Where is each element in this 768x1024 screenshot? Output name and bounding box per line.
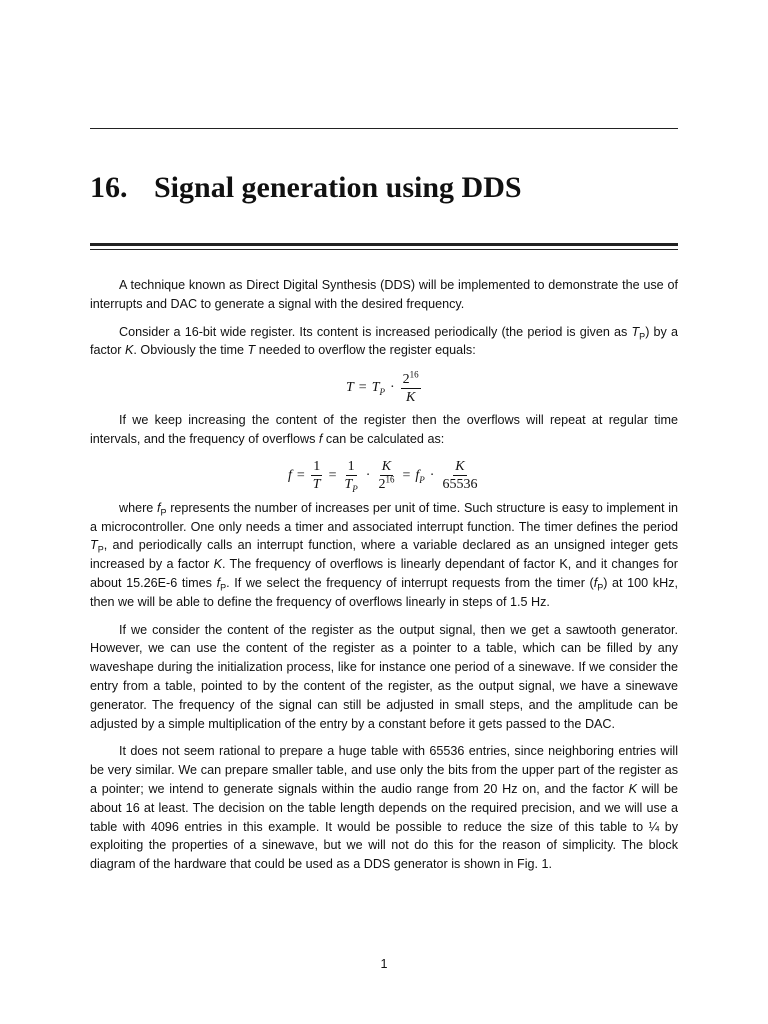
text-run: needed to overflow the register equals:: [255, 343, 476, 358]
math-symbol: T: [247, 343, 256, 358]
math-symbol: T: [631, 324, 640, 339]
math-symbol: f: [216, 575, 221, 590]
eq-fraction: [375, 459, 397, 492]
equation-overflow-frequency: [90, 455, 678, 497]
paragraph-intro: A technique known as Direct Digital Synthesis (DDS) will be implemented to demonstrate the use of interrupts and DAC to generate a signal with the desired frequency.: [90, 278, 678, 311]
eq-subscript: P: [419, 474, 425, 485]
text-run: will be about 16 at least. The decision on the table length depends on the required precision, and we will use a table with 4096 entries in this example. It would be possible to reduce the size of this table to ¼ by exploiting the properties of a sinewave, but we will not do this for the reason of simplicity. The block diagram of the hardware that could be used as a DDS generator is shown in Fig. 1.: [90, 781, 678, 872]
eq-number: 2: [402, 371, 410, 387]
math-symbol: K: [125, 343, 134, 358]
fraction-denominator: K: [406, 389, 416, 405]
eq-subscript: P: [379, 386, 385, 397]
paragraph-register: [90, 323, 678, 361]
eq-operator: =: [402, 467, 411, 483]
chapter-title: Signal generation using DDS: [154, 171, 522, 204]
fraction-numerator: K: [455, 459, 465, 475]
page-number: 1: [380, 957, 388, 971]
fraction-numerator: K: [381, 459, 392, 475]
text-run: . If we select the frequency of interrupt requests from the timer (: [226, 575, 594, 590]
math-subscript: P: [220, 582, 227, 593]
title-rule-thin: [90, 249, 678, 250]
eq-fraction: [439, 459, 480, 492]
chapter-heading: [90, 168, 522, 208]
math-subscript: P: [597, 582, 604, 593]
paragraph-frequency: [90, 411, 678, 449]
text-run: ) by a factor: [90, 324, 678, 358]
fraction-denominator: [343, 476, 360, 495]
eq-operator: ·: [365, 467, 371, 483]
eq-operator: ·: [429, 467, 435, 483]
fraction-numerator: [401, 369, 421, 389]
body-text: [90, 276, 678, 883]
text-run: , and periodically calls an interrupt function, where a variable declared as an unsigned integer gets increased by a factor: [90, 538, 678, 572]
eq-fraction: [342, 459, 361, 495]
text-run: represents the number of increases per unit of time. Such structure is easy to implement in a microcontroller. One only needs a timer and associated interrupt function. The timer defines the period: [90, 500, 678, 534]
text-run: where: [119, 500, 158, 515]
eq-operator: =: [328, 467, 337, 483]
text-run: Consider a 16-bit wide register. Its content is increased periodically (the period is given as: [119, 324, 632, 339]
eq-term: [415, 468, 424, 484]
paragraph-implementation: [90, 499, 678, 612]
paragraph-sinewave: If we consider the content of the register as the output signal, then we get a sawtooth generator. However, we can use the content of the register as a pointer to a table, which can be filled by any waveshape during the initialization process, like for instance one period of a sinewave. If we consider the entry from a table, pointed to by the content of the register, as the output signal, we have a sinewave generator. The frequency of the signal can still be adjusted in small steps, and the amplitude can be adjusted by a simple multiplication of the entry by a constant before it gets passed to the DAC.: [90, 622, 678, 731]
math-symbol: f: [318, 431, 323, 446]
title-rule-thick: [90, 243, 678, 246]
eq-subscript: P: [352, 484, 358, 495]
math-symbol: f: [593, 575, 598, 590]
fraction-denominator: T: [312, 477, 321, 493]
eq-symbol: f: [288, 467, 292, 483]
math-subscript: P: [97, 544, 104, 555]
eq-operator: =: [296, 467, 305, 483]
math-symbol: T: [90, 538, 98, 553]
fraction-numerator: 1: [347, 459, 355, 475]
text-run: If we keep increasing the content of the register then the overflows will repeat at regular time intervals, and the frequency of overflows: [90, 413, 678, 446]
fraction-denominator: [376, 476, 396, 492]
eq-number: 2: [378, 477, 386, 493]
eq-symbol: T: [346, 380, 354, 396]
math-symbol: K: [213, 557, 222, 572]
eq-symbol: f: [415, 467, 420, 483]
eq-exponent: 16: [385, 474, 395, 485]
eq-fraction: [310, 459, 324, 492]
eq-term: [372, 380, 385, 396]
eq-operator: ·: [390, 380, 395, 396]
paragraph-table-size: [90, 742, 678, 874]
eq-symbol: T: [371, 380, 380, 396]
fraction-numerator: 1: [313, 459, 321, 475]
math-subscript: P: [160, 507, 167, 518]
text-run: can be calculated as:: [322, 431, 445, 446]
text-run: . Obviously the time: [133, 343, 248, 358]
fraction-denominator: 65536: [442, 477, 478, 493]
eq-fraction: [400, 369, 422, 405]
eq-operator: =: [358, 380, 367, 396]
eq-symbol: T: [344, 477, 353, 493]
text-run: It does not seem rational to prepare a huge table with 65536 entries, since neighboring entries will be very similar. We can prepare smaller table, and use only the bits from the upper part of the register as a pointer; we intend to generate signals within the audio range from 20 Hz on, and the factor: [90, 744, 678, 796]
equation-overflow-time: [90, 369, 678, 407]
eq-exponent: 16: [409, 369, 419, 380]
math-subscript: P: [639, 331, 646, 342]
text-run: ) at 100 kHz, then we will be able to define the frequency of overflows linearly in steps of 1.5 Hz.: [90, 575, 678, 609]
text-run: . The frequency of overflows is linearly dependant of factor K, and it changes for about 15.26E-6 times: [90, 557, 679, 590]
math-symbol: f: [157, 500, 161, 515]
math-symbol: K: [628, 781, 638, 796]
chapter-number: 16.: [90, 171, 128, 204]
header-rule: [90, 128, 678, 129]
